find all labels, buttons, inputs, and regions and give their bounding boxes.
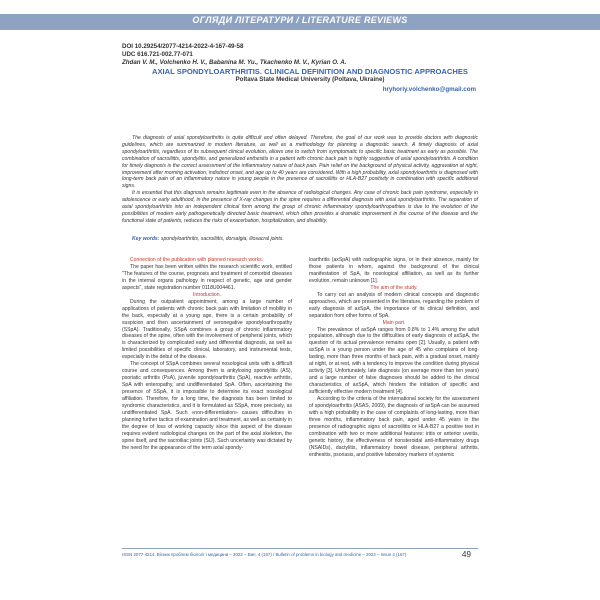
section-heading: Connection of the publication with planned research works. xyxy=(130,257,264,263)
paragraph: To carry out an analysis of modern clinical concepts and diagnostic approaches, which are presented in the literature, regarding the problem of early diagnosis of axSpA, the importance of its clinical definition, and separation from other forms of SpA. xyxy=(309,291,479,319)
section-heading: The aim of the study. xyxy=(370,284,418,291)
paragraph: The concept of SSpA combines several nosological units with a difficult course and consequences. Among them is ankylosing spondylitis (AS), psoriatic arthritis (PsA), juvenile spondyloarthritis (SpA), reactive arthritis, SpA with enteropathy, and undifferentiated SpA. Often, ascertaining the presence of SSpA, it is impossible to determine its exact nosological affiliation. Therefore, for a long time, the diagnosis has been limited to syndromic characteristics, and it is formulated as SSpA, more precisely, as undifferentiated SpA. Such «non-differentiation» causes difficulties in planning further tactics of examination and treatment, as well as certainty in the degree of loss of working capacity since this aspect of the disease requires evident radiological changes on the part of the axial skeleton, the spine itself, and the sacroiliac joints (SIJ). Such uncertainty was dictated by the need for the appearance of the term axial spondy- xyxy=(122,361,292,451)
section-title: ОГЛЯДИ ЛІТЕРАТУРИ / LITERATURE REVIEWS xyxy=(192,15,408,25)
abstract-paragraph: The diagnosis of axial spondyloarthritis is quite difficult and often delayed. Therefore, the goal of our work was to provide doctors with diagnostic guidelines, which are summarized in modern literature, as well as a methodology for planning a diagnostic search. A timely diagnosis of axial spondyloarthritis, regardless of its subsequent clinical evolution, allows one to switch from symptomatic to specific basic treatment as early as possible. The combination of sacroiliitis, spondylitis, and generalized enthesitis in a patient with chronic back pain is highly suggestive of axial spondyloarthritis. A condition for timely diagnosis is the correct assessment of the inflammatory nature of back pain. Pain relief on the background of physical activity, aggravation at night, improvement after morning activation, indistinct onset, and age up to 40 years are considered. With a high probability, axial spondyloarthritis is diagnosed with long-term back pain of an inflammatory nature in young people in the presence of sacroiliitis or HLA-B27 positivity in combination with specific additional signs. xyxy=(122,135,478,190)
abstract-paragraph: It is essential that this diagnosis remains legitimate even in the absence of radiological changes. Any case of chronic back pain syndrome, especially in adolescence or early adulthood, in the presence of X-ray changes in the spine requires a differential diagnosis with axial spondyloarthritis. The separation of axial spondyloarthritis into an independent clinical form among the group of chronic inflammatory spondyloarthropathies is due to the evolution of the possibilities of modern early pathogenetically directed basic treatment, which often provides a dramatic improvement in the course of the disease and the functional state of patients, reduces the risks of exacerbation, hospitalization, and disability. xyxy=(122,190,478,224)
paragraph: loarthritis (axSpA) with radiographic signs, or in their absence, mainly for those patients in whom, against the background of the clinical manifestation of SpA, its nosological affiliation, as well as its further evolution, remain unknown [1]. xyxy=(309,257,479,284)
doi: DOI 10.29254/2077-4214-2022-4-167-49-58 xyxy=(122,43,244,50)
footer-divider xyxy=(122,548,478,549)
paragraph: During the outpatient appointment, among a large number of applications of patients with chronic back pain with limitation of mobility in the back, especially at a young age, there is a certain probability of suspicion and then ascertainment of seronegative spondyloarthropathy (SSpA). Traditionally, SSpA combines a group of chronic inflammatory diseases of the spine, often with the involvement of peripheral joints, which is characterized by complicated early and differential diagnosis, as well as limited possibilities of specific clinical, laboratory, and instrumental tests, especially in the debut of the disease. xyxy=(122,298,292,361)
article-title: AXIAL SPONDYLOARTHRITIS. CLINICAL DEFINITION AND DIAGNOSTIC APPROACHES xyxy=(152,67,468,76)
page-number: 49 xyxy=(462,550,471,559)
keywords-text: spondyloarthritis, sacroiliitis, dorsalgia, iliosacral joints. xyxy=(160,236,284,242)
contact-email[interactable]: hryhoriy.volchenko@gmail.com xyxy=(382,86,476,93)
left-column xyxy=(122,257,292,452)
right-column xyxy=(309,257,479,459)
paragraph: The paper has been written within the research scientific work, entitled "The features of the course, prognosis and treatment of comorbid diseases in the internal organs pathology in respect of genetic, age and gender aspects", state registration number 0118U004461. xyxy=(122,263,292,291)
keywords xyxy=(132,236,478,242)
paragraph: The prevalence of axSpA ranges from 0.8% to 1.4% among the adult population, although due to the difficulties of early diagnosis of axSpA, the question of its actual prevalence remains open [2]. Usually, a patient with axSpA is a young person under the age of 45 who complains of long-lasting, more than three months of back pain, with a gradual onset, mainly at night, or at rest, with a tendency to improve the condition during physical activity [3]. Unfortunately, late diagnosis (on average more than ten years) and a large number of false diagnoses should be added to the clinical characteristics of axSpA, which hinders the initiation of specific and sufficiently effective modern treatment [4]. xyxy=(309,326,479,396)
authors: Zhdan V. M., Volchenko H. V., Babanina M. Yu., Tkachenko M. V., Kyrian O. A. xyxy=(122,59,347,66)
journal-header xyxy=(0,0,600,34)
footer-citation: ISSN 2077-4214. Вісник проблем біології і медицини – 2022 – Вип. 4 (167) / Bulletin of problems in biology and medicine – 2022 – Issue 4 (167) xyxy=(122,552,407,557)
paragraph: According to the criteria of the international society for the assessment of spondyloarthritis (ASAS, 2009), the diagnosis of axSpA can be assumed with a high probability in the case of complaints of long-lasting, more than three months, inflammatory back pain, aged under 45 years in the presence of radiographic signs of sacroiliitis or HLA-B27 a positive test in combination with two or more additional features: iritis or anterior uveitis, genetic history, the effectiveness of nonsteroidal anti-inflammatory drugs (NSAIDs), dactylitis, inflammatory bowel disease, peripheral arthritis, enthesitis, psoriasis, and positive laboratory markers of systemic xyxy=(309,396,479,458)
abstract xyxy=(122,135,478,225)
affiliation: Poltava State Medical University (Poltava, Ukraine) xyxy=(235,76,385,83)
keywords-label: Key words: xyxy=(132,236,160,242)
udc: UDC 616.721-002.77-071 xyxy=(122,51,193,58)
section-heading: Main part. xyxy=(382,319,406,326)
section-heading: Introduction. xyxy=(192,291,222,298)
